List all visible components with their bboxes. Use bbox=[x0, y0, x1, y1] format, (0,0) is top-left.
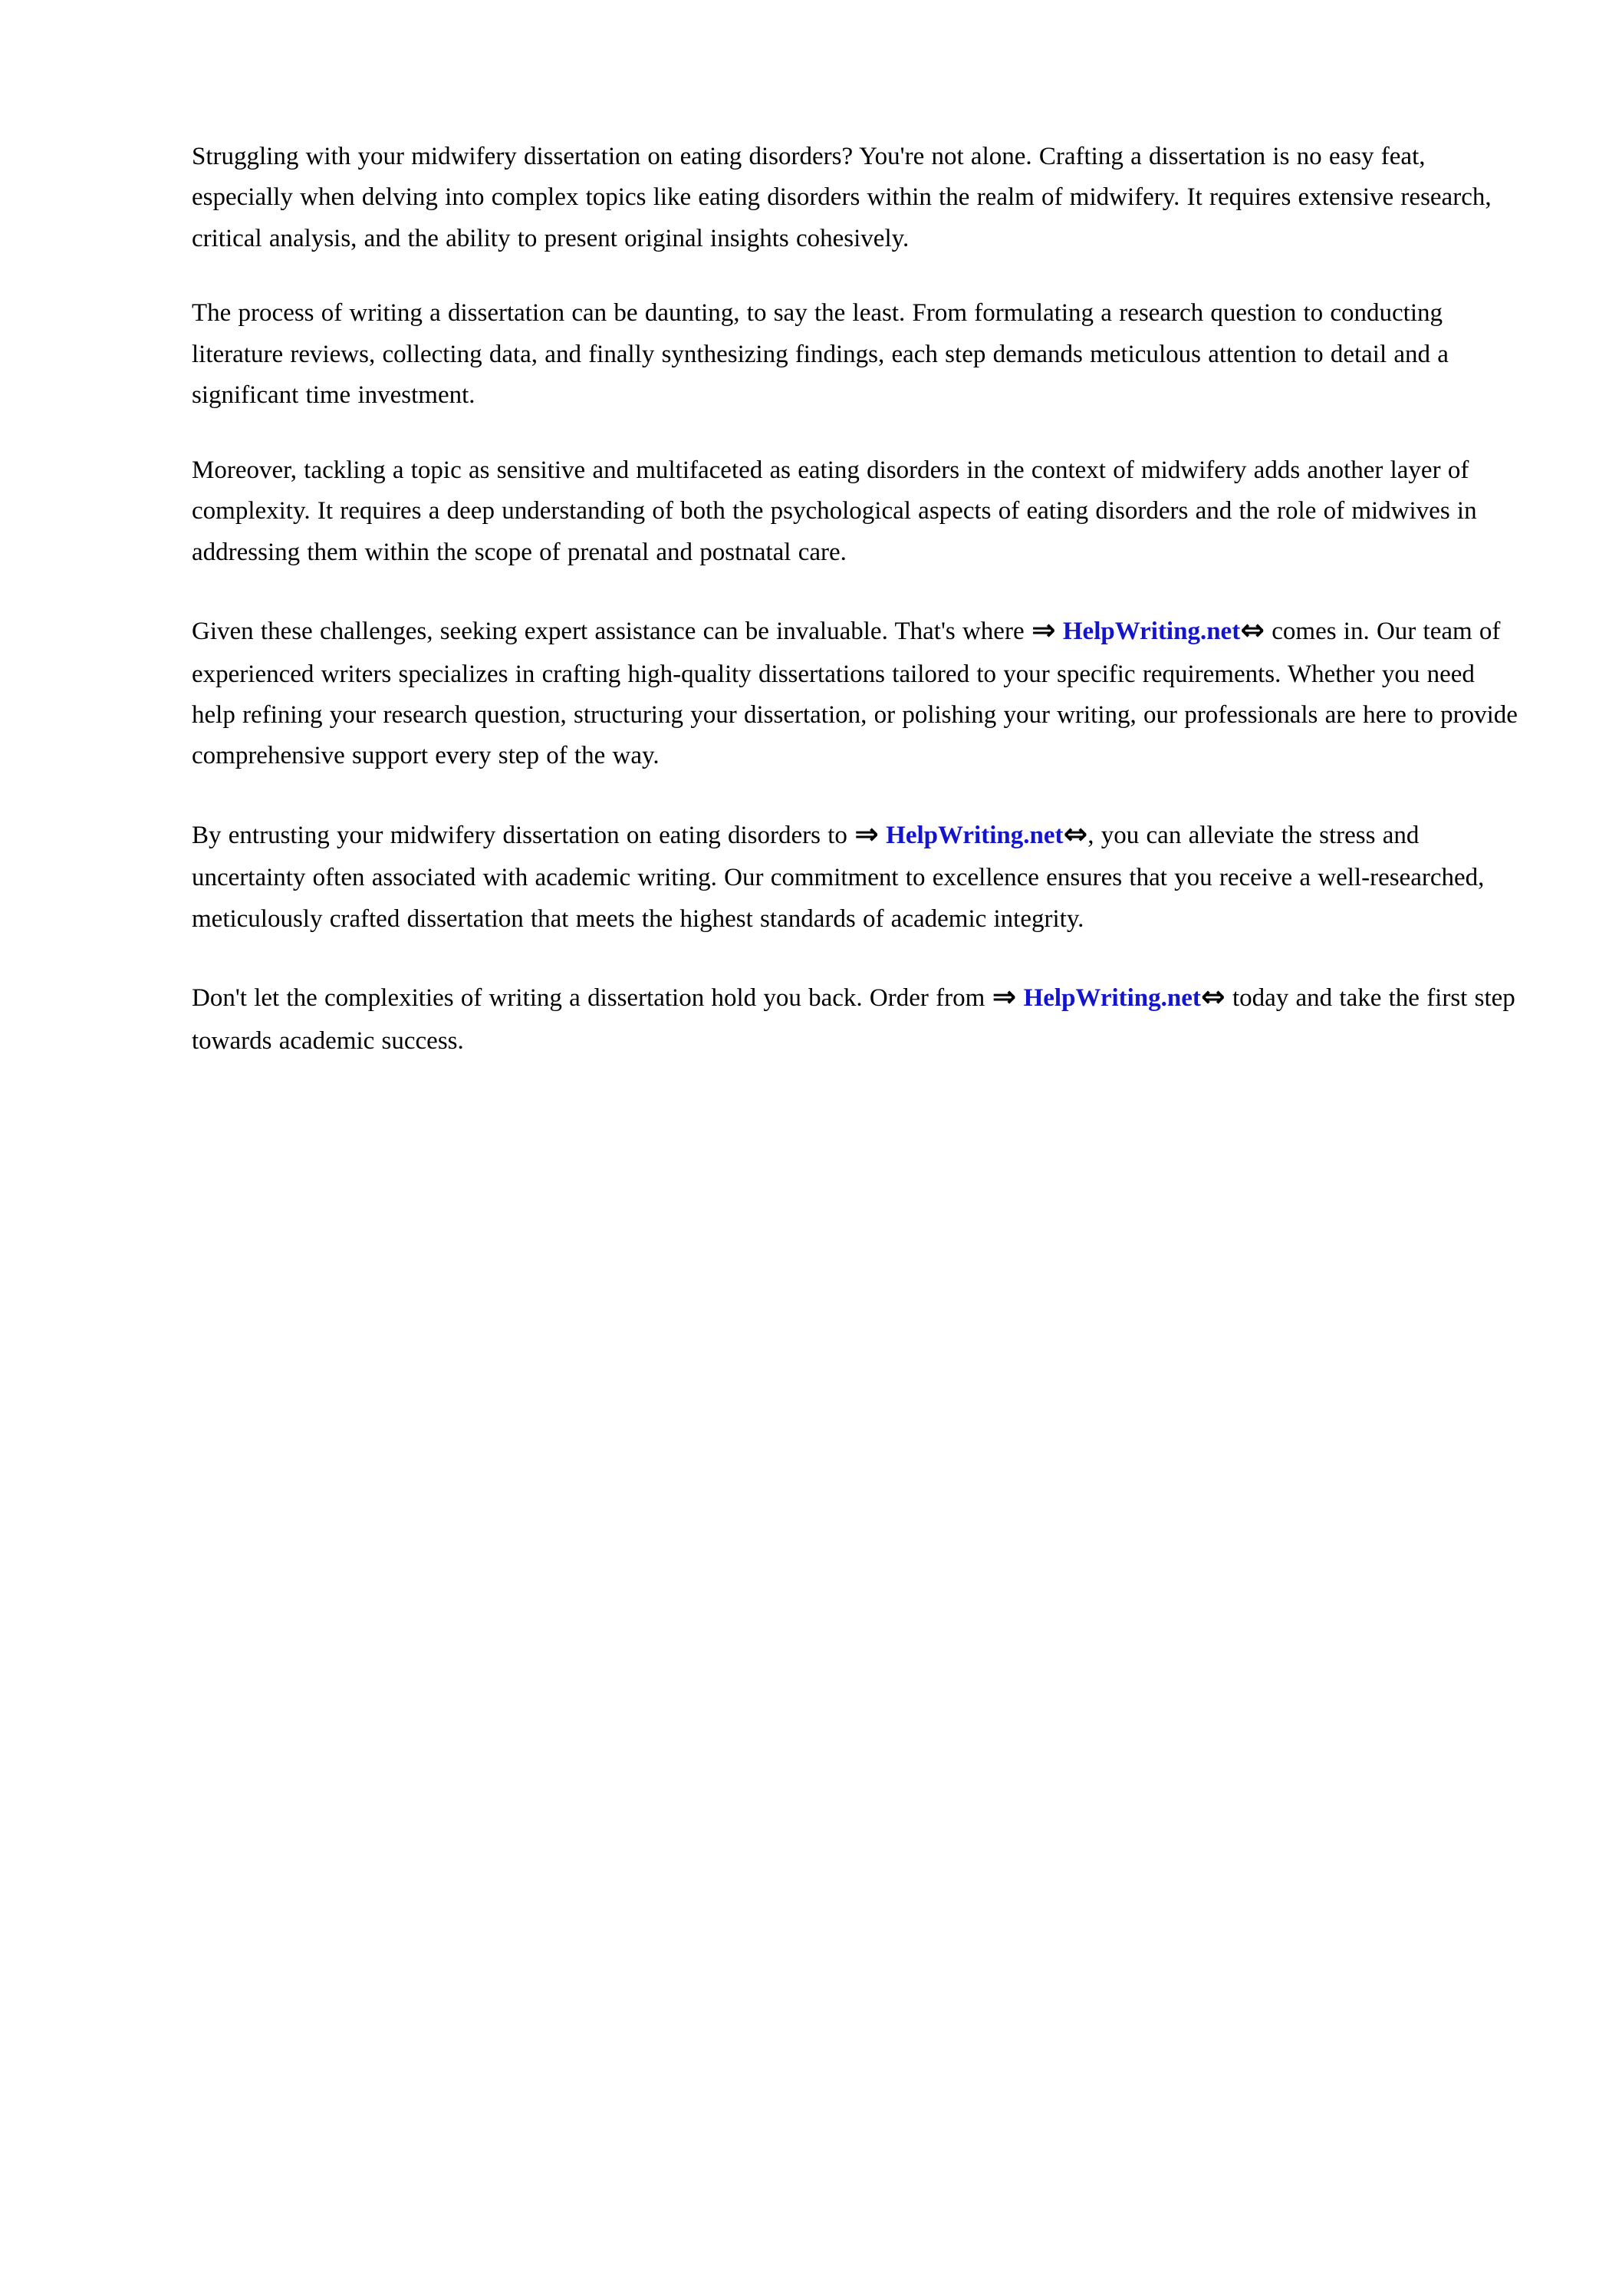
paragraph bbox=[192, 973, 1518, 1062]
right-double-arrow-icon: ⇒ bbox=[854, 816, 879, 851]
paragraph-text bbox=[1056, 618, 1063, 645]
paragraph-text: By entrusting your midwifery dissertation on eating disorders to bbox=[192, 821, 855, 849]
paragraph-text: The process of writing a dissertation can be daunting, to say the least. From formulating a research question to conducting literature reviews, collecting data, and finally synthesizing findings, each step demands meticulous attention to detail and a significant time investment. bbox=[192, 299, 1449, 410]
paragraph-text: comes in. Our team of experienced writers specializes in crafting high-quality dissertations tailored to your specific requirements. Whether you need help refining your research question, structuring your dissertation, or polishing your writing, our professionals are here to provide comprehensive support every step of the way. bbox=[192, 618, 1518, 770]
paragraph-text: Given these challenges, seeking expert assistance can be invaluable. That's where bbox=[192, 618, 1031, 646]
paragraph-text: Struggling with your midwifery dissertation on eating disorders? You're not alone. Crafting a dissertation is no easy feat, especially when delving into complex topics like eating disorders within the realm of midwifery. It requires extensive research, critical analysis, and the ability to present original insights cohesively. bbox=[192, 143, 1492, 252]
paragraph bbox=[192, 811, 1518, 940]
paragraph bbox=[192, 137, 1518, 259]
left-right-double-arrow-icon: ⇔ bbox=[1200, 980, 1226, 1014]
right-double-arrow-icon: ⇒ bbox=[992, 980, 1017, 1014]
paragraph bbox=[192, 607, 1518, 777]
helpwriting-link[interactable]: HelpWriting.net bbox=[1062, 618, 1241, 646]
paragraph bbox=[192, 293, 1518, 416]
paragraph-text bbox=[879, 822, 886, 849]
left-right-double-arrow-icon: ⇔ bbox=[1240, 613, 1265, 647]
paragraph-text: Don't let the complexities of writing a dissertation hold you back. Order from bbox=[192, 984, 992, 1013]
paragraph-text: , you can alleviate the stress and uncertainty often associated with academic writing. Our commitment to excellence ensures that you receive a well-researched, meticulously crafted dissertation that meets the highest standards of academic integrity. bbox=[192, 821, 1485, 933]
paragraph bbox=[192, 450, 1518, 573]
left-right-double-arrow-icon: ⇔ bbox=[1063, 816, 1088, 851]
right-double-arrow-icon: ⇒ bbox=[1031, 613, 1056, 647]
document-content bbox=[192, 137, 1518, 1062]
paragraph-text: Moreover, tackling a topic as sensitive and multifaceted as eating disorders in the context of midwifery adds another layer of complexity. It requires a deep understanding of both the psychological aspects of eating disorders and the role of midwives in addressing them within the scope of prenatal and postnatal care. bbox=[192, 456, 1477, 566]
paragraph-text bbox=[1016, 984, 1023, 1012]
paragraph-text: today and take the first step towards academic success. bbox=[192, 984, 1515, 1055]
helpwriting-link[interactable]: HelpWriting.net bbox=[1023, 984, 1201, 1013]
helpwriting-link[interactable]: HelpWriting.net bbox=[886, 821, 1064, 849]
